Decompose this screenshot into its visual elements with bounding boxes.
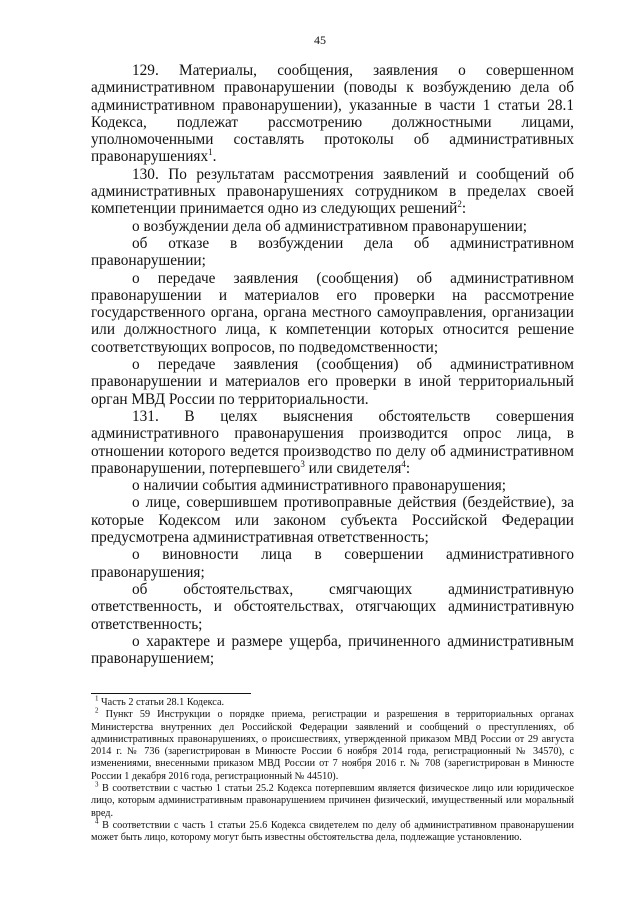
paragraph-131: 131. В целях выяснения обстоятельств совершения административного правонарушения производится опрос лица, в отношении которого ведется производство по делу об административном правонарушении, потерпевшего$^3$ или свидетеля$^4$:: [91, 407, 574, 477]
footnote-4: $^4$ В соответствии с часть 1 статьи 25.6 Кодекса свидетелем по делу об административном правонарушении может быть лицо, которому могут быть известны обстоятельства дела, подлежащие установлению.: [91, 817, 574, 844]
inquiry-item: о виновности лица в совершении административного правонарушения;: [91, 546, 574, 581]
footnote-3: $^3$ В соответствии с частью 1 статьи 25.2 Кодекса потерпевшим является физическое лицо или юридическое лицо, которым административным правонарушением причинен физический, имущественный или моральный вред.: [91, 780, 574, 819]
inquiry-item: о характере и размере ущерба, причиненного административным правонарушением;: [91, 632, 574, 668]
decision-option: об отказе в возбуждении дела об административном правонарушении;: [91, 234, 574, 270]
footnote-ref-1[interactable]: 1: [208, 147, 213, 158]
inquiry-item: о лице, совершившем противоправные действия (бездействие), за которые Кодексом или законом субъекта Российской Федерации предусмотрена административная ответственность;: [91, 494, 574, 547]
footnotes: [91, 694, 574, 845]
footnote-ref-2[interactable]: 2: [457, 199, 462, 210]
footnote-1: $^1$ Часть 2 статьи 28.1 Кодекса.: [95, 694, 225, 708]
inquiry-item: об обстоятельствах, смягчающих административную ответственность, и обстоятельствах, отягчающих административную ответственность;: [91, 580, 574, 633]
footnote-2: $^2$ Пункт 59 Инструкции о порядке приема, регистрации и разрешения в территориальных органах Министерства внутренних дел Российской Федерации заявлений и сообщений о преступлениях, об административных правонарушениях, о происшествиях, утвержденной приказом МВД России от 29 августа 2014 г. № 736 (зарегистрирован в Минюсте России 6 ноября 2014 года, регистрационный № 34570), с изменениями, внесенными приказом МВД России от 7 ноября 2016 г. № 708 (зарегистрирован в Минюсте России 1 декабря 2016 года, регистрационный № 44510).: [91, 706, 574, 782]
paragraph-129: 129. Материалы, сообщения, заявления о совершенном административном правонарушении (поводы к возбуждению дела об административном правонарушении), указанные в части 1 статьи 28.1 Кодекса, подлежат рассмотрению должностными лицами, уполномоченными составлять протоколы об административных правонарушениях$^1$.: [91, 62, 574, 166]
paragraph-130: 130. По результатам рассмотрения заявлений и сообщений об административных правонарушениях сотрудником в пределах своей компетенции принимается одно из следующих решений$^2$:: [91, 165, 574, 218]
inquiry-item: о наличии события административного правонарушения;: [132, 477, 507, 495]
footnote-ref-3[interactable]: 3: [300, 458, 305, 469]
document-body: [91, 62, 574, 667]
footnote-ref-4[interactable]: 4: [401, 458, 406, 469]
decision-option: о возбуждении дела об административном правонарушении;: [132, 217, 528, 235]
page-number: 45: [314, 33, 326, 47]
footnote-divider: [91, 693, 251, 694]
decision-option: о передаче заявления (сообщения) об административном правонарушении и материалов его проверки в иной территориальный орган МВД России по территориальности.: [91, 356, 574, 408]
decision-option: о передаче заявления (сообщения) об административном правонарушении и материалов его проверки на рассмотрение государственного органа, органа местного самоуправления, организации или должностного лица, к компетенции которых относится решение соответствующих вопросов, по подведомственности;: [91, 269, 574, 356]
